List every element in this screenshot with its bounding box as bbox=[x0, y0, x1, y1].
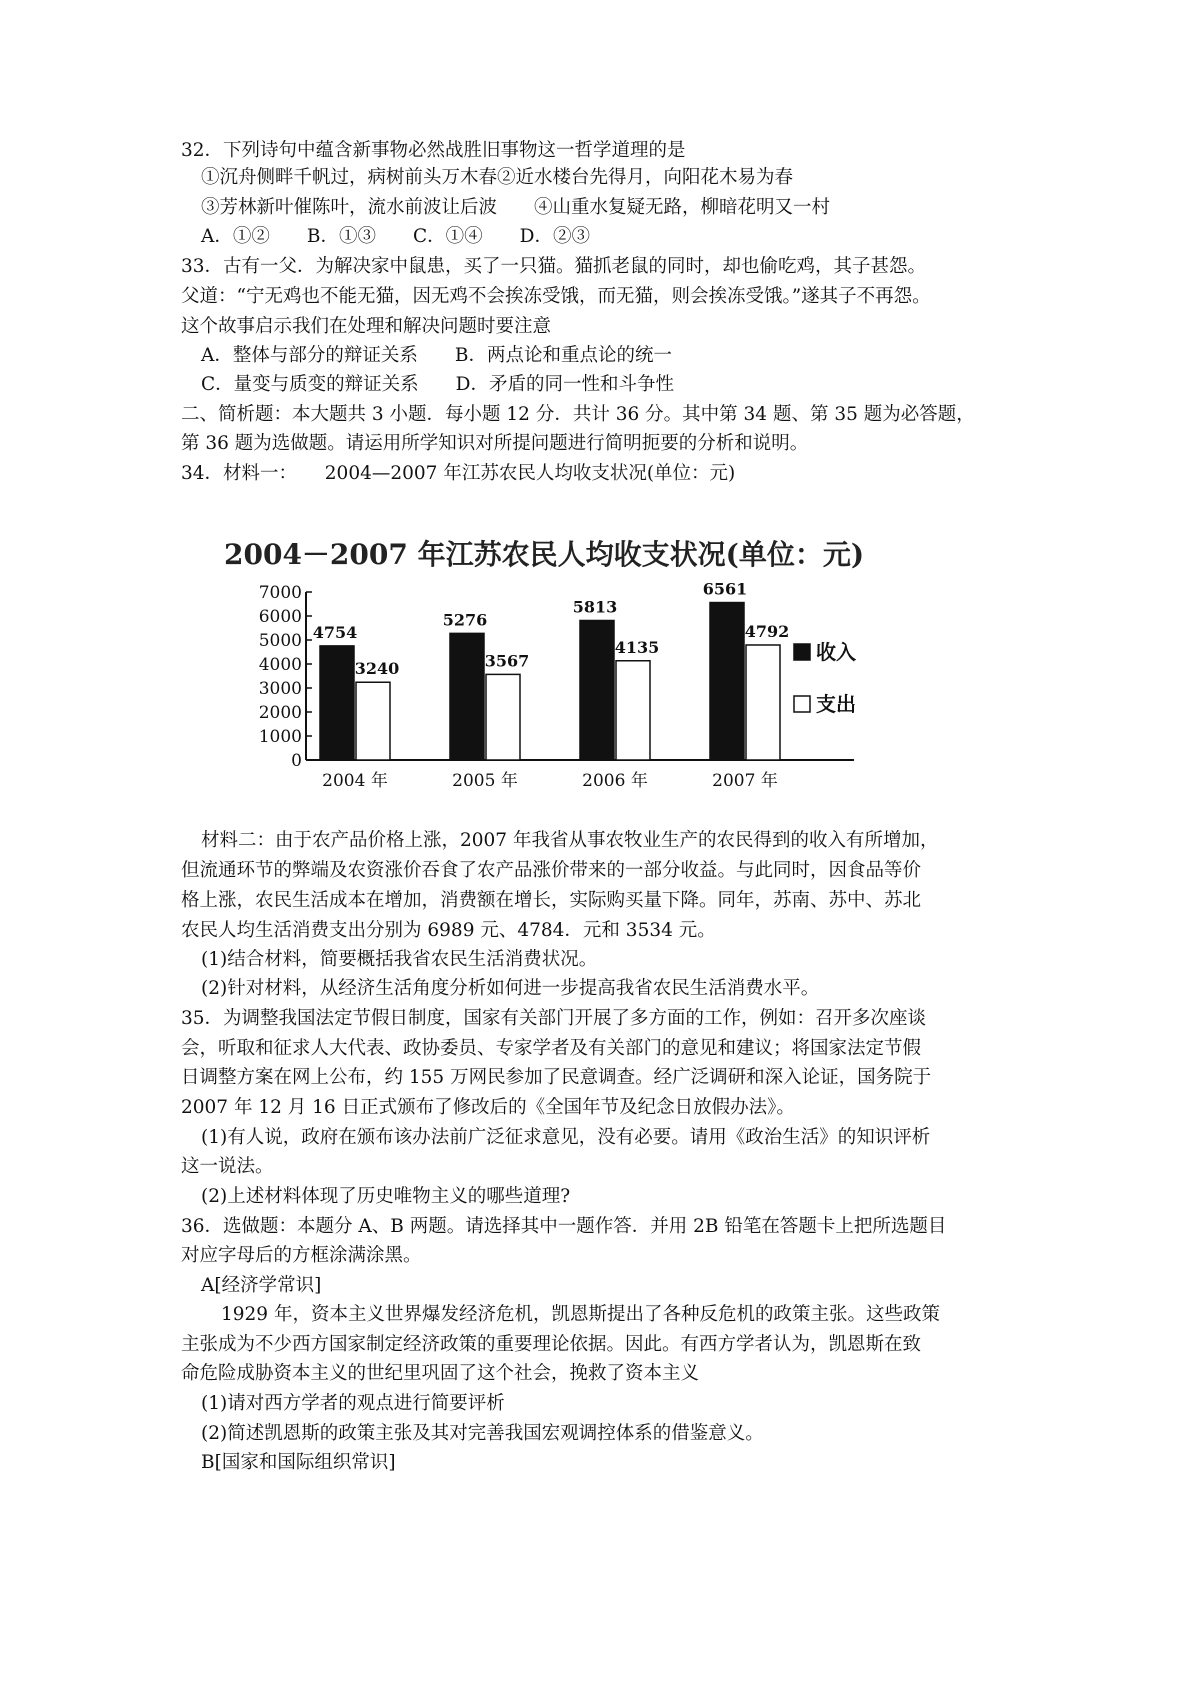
y-tick-label: 2000 bbox=[258, 703, 302, 723]
q32-poem-line-1: ①沉舟侧畔千帆过，病树前头万木春②近水楼台先得月，向阳花木易为春 bbox=[201, 167, 794, 188]
section-2-header: 二、简析题：本大题共 3 小题．每小题 12 分．共计 36 分。其中第 34 题、第 35 题为必答题， bbox=[181, 404, 975, 425]
income-expense-chart bbox=[214, 534, 914, 810]
bar-value-label: 6561 bbox=[702, 579, 748, 599]
q32-poem-line-2: ③芳林新叶催陈叶，流水前波让后波 ④山重水复疑无路，柳暗花明又一村 bbox=[201, 197, 831, 218]
q34-sub-question-2: (2)针对材料，从经济生活角度分析如何进一步提高我省农民生活消费水平。 bbox=[201, 978, 820, 999]
x-tick-label: 2007 年 bbox=[712, 771, 778, 791]
q35-line-2: 会，听取和征求人大代表、政协委员、专家学者及有关部门的意见和建议；将国家法定节假 bbox=[181, 1038, 922, 1059]
q36-option-a-sub-1: (1)请对西方学者的观点进行简要评析 bbox=[201, 1393, 505, 1414]
q35-line-3: 日调整方案在网上公布，约 155 万网民参加了民意调查。经广泛调研和深入论证，国务院于 bbox=[181, 1067, 932, 1088]
bar-value-label: 5813 bbox=[572, 597, 618, 617]
bar-value-label: 5276 bbox=[442, 610, 488, 630]
q35-line-4: 2007 年 12 月 16 日正式颁布了修改后的《全国年节及纪念日放假办法》。 bbox=[181, 1097, 795, 1118]
legend-label: 收入 bbox=[816, 640, 856, 664]
legend-swatch bbox=[794, 696, 810, 712]
chart-legend bbox=[794, 640, 856, 716]
q33-options-cd: C．量变与质变的辩证关系 D．矛盾的同一性和斗争性 bbox=[201, 374, 674, 395]
legend-label: 支出 bbox=[816, 692, 856, 716]
q35-sub-question-2: (2)上述材料体现了历史唯物主义的哪些道理? bbox=[201, 1186, 571, 1207]
legend-swatch bbox=[794, 644, 810, 660]
bar-收入 bbox=[710, 603, 744, 760]
y-tick-label: 1000 bbox=[258, 727, 302, 747]
y-tick-label: 0 bbox=[291, 751, 302, 771]
y-tick-label: 4000 bbox=[258, 655, 302, 675]
q33-options-ab: A．整体与部分的辩证关系 B．两点论和重点论的统一 bbox=[201, 345, 672, 366]
x-tick-label: 2006 年 bbox=[582, 771, 648, 791]
q34-material-2-line-1: 材料二：由于农产品价格上涨，2007 年我省从事农牧业生产的农民得到的收入有所增加， bbox=[201, 830, 939, 851]
chart-title: 2004－2007 年江苏农民人均收支状况(单位：元) bbox=[224, 538, 865, 571]
q36-line-2: 对应字母后的方框涂满涂黑。 bbox=[181, 1245, 422, 1266]
section-2-instructions: 第 36 题为选做题。请运用所学知识对所提问题进行简明扼要的分析和说明。 bbox=[181, 433, 809, 454]
q36-option-a-sub-2: (2)简述凯恩斯的政策主张及其对完善我国宏观调控体系的借鉴意义。 bbox=[201, 1423, 764, 1444]
q34-material-1-intro: 34．材料一： 2004—2007 年江苏农民人均收支状况(单位：元) bbox=[181, 463, 736, 484]
q34-material-2-line-3: 格上涨，农民生活成本在增加，消费额在增长，实际购买量下降。同年，苏南、苏中、苏北 bbox=[181, 890, 922, 911]
y-tick-label: 7000 bbox=[258, 583, 302, 603]
q36-option-a-line-2: 主张成为不少西方国家制定经济政策的重要理论依据。因此。有西方学者认为，凯恩斯在致 bbox=[181, 1334, 922, 1355]
bar-收入 bbox=[580, 620, 614, 760]
bar-value-label: 4792 bbox=[744, 621, 790, 641]
q36-option-a-line-1: 1929 年，资本主义世界爆发经济危机，凯恩斯提出了各种反危机的政策主张。这些政策 bbox=[221, 1304, 940, 1325]
bar-支出 bbox=[616, 661, 650, 760]
x-tick-label: 2004 年 bbox=[322, 771, 388, 791]
q35-sub-question-1a: (1)有人说，政府在颁布该办法前广泛征求意见，没有必要。请用《政治生活》的知识评析 bbox=[201, 1127, 931, 1148]
x-tick-label: 2005 年 bbox=[452, 771, 518, 791]
q33-stem-2: 父道：“宁无鸡也不能无猫，因无鸡不会挨冻受饿，而无猫，则会挨冻受饿。”遂其子不再怨。 bbox=[181, 286, 931, 307]
bar-支出 bbox=[746, 645, 780, 760]
bar-支出 bbox=[486, 674, 520, 760]
bar-value-label: 3567 bbox=[484, 651, 530, 671]
q33-stem-3: 这个故事启示我们在处理和解决问题时要注意 bbox=[181, 316, 552, 337]
q34-sub-question-1: (1)结合材料，简要概括我省农民生活消费状况。 bbox=[201, 949, 598, 970]
q36-line-1: 36．选做题：本题分 A、B 两题。请选择其中一题作答．并用 2B 铅笔在答题卡上把所选题目 bbox=[181, 1216, 947, 1237]
bar-value-label: 4754 bbox=[312, 622, 358, 642]
y-tick-label: 3000 bbox=[258, 679, 302, 699]
y-tick-label: 6000 bbox=[258, 607, 302, 627]
q34-material-2-line-2: 但流通环节的弊端及农资涨价吞食了农产品涨价带来的一部分收益。与此同时，因食品等价 bbox=[181, 860, 922, 881]
y-tick-label: 5000 bbox=[258, 631, 302, 651]
q36-option-a-title: A[经济学常识] bbox=[201, 1275, 322, 1296]
bar-value-label: 4135 bbox=[614, 637, 660, 657]
q36-option-b-title: B[国家和国际组织常识] bbox=[201, 1452, 396, 1473]
bar-value-label: 3240 bbox=[354, 659, 400, 679]
q34-material-2-line-4: 农民人均生活消费支出分别为 6989 元、4784．元和 3534 元。 bbox=[181, 920, 716, 941]
q32-options: A．①② B．①③ C．①④ D．②③ bbox=[201, 226, 590, 247]
q35-line-1: 35．为调整我国法定节假日制度，国家有关部门开展了多方面的工作，例如：召开多次座谈 bbox=[181, 1008, 927, 1029]
q35-sub-question-1b: 这一说法。 bbox=[181, 1156, 274, 1177]
bar-支出 bbox=[356, 682, 390, 760]
q33-stem-1: 33．古有一父．为解决家中鼠患，买了一只猫。猫抓老鼠的同时，却也偷吃鸡，其子甚怨。 bbox=[181, 256, 927, 277]
q36-option-a-line-3: 命危险成胁资本主义的世纪里巩固了这个社会，挽救了资本主义 bbox=[181, 1363, 700, 1384]
q32-stem: 32．下列诗句中蕴含新事物必然战胜旧事物这一哲学道理的是 bbox=[181, 140, 686, 161]
x-axis-labels bbox=[322, 770, 778, 791]
bar-收入 bbox=[450, 633, 484, 760]
bar-收入 bbox=[320, 646, 354, 760]
bar-group bbox=[313, 580, 790, 760]
